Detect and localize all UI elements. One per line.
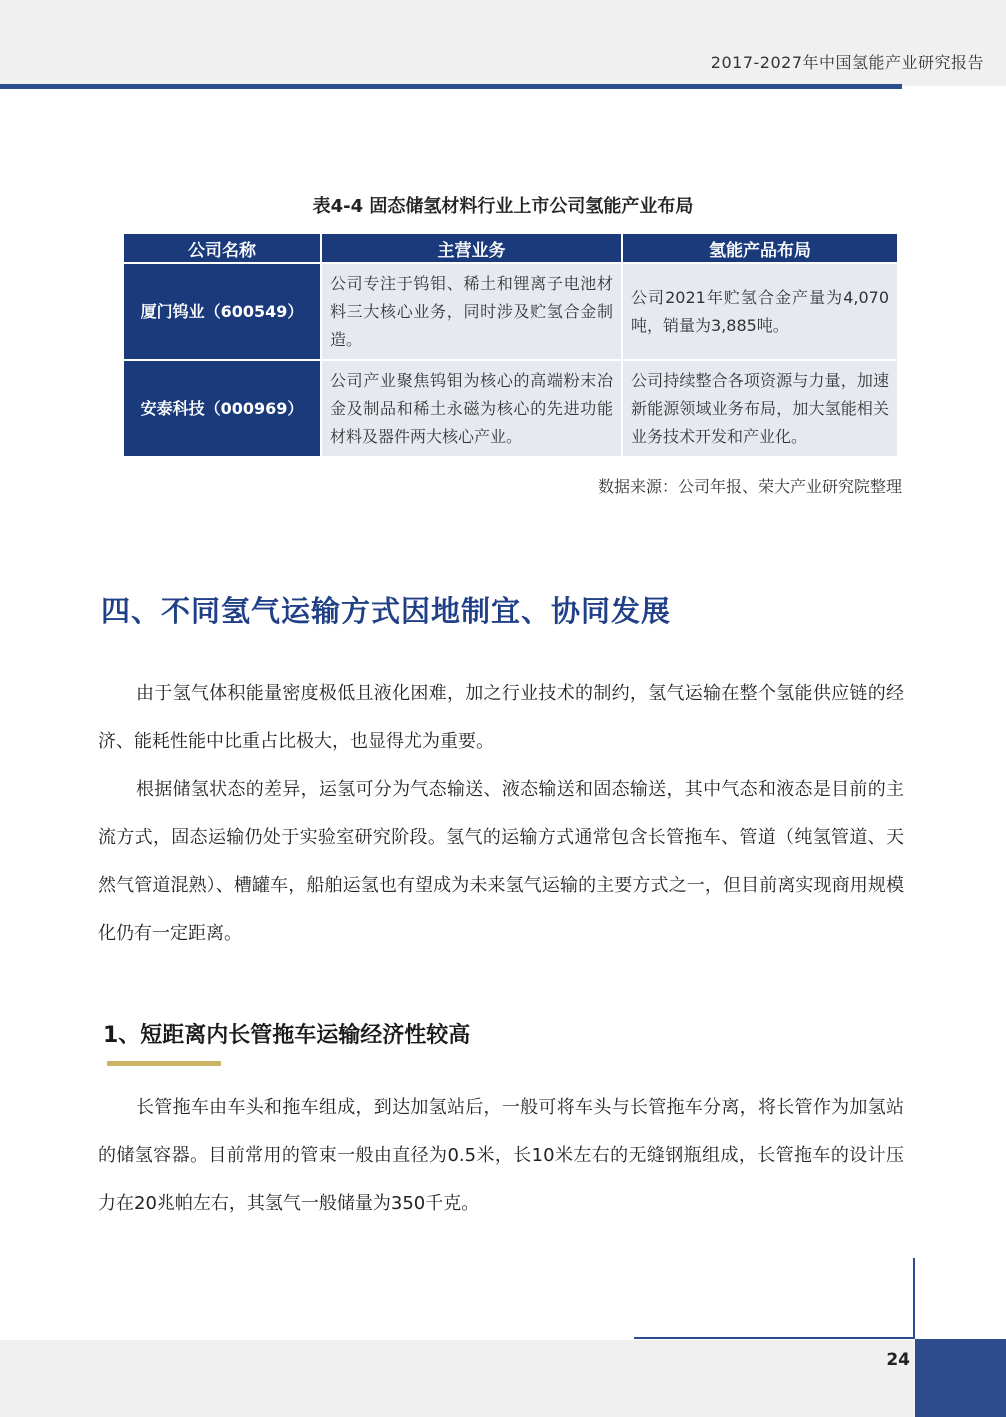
header-bar (0, 0, 1006, 86)
report-title: 2017-2027年中国氢能产业研究报告 (710, 53, 984, 72)
company-name: 安泰科技（000969） (123, 360, 321, 457)
body-paragraph: 根据储氢状态的差异，运氢可分为气态输送、液态输送和固态输送，其中气态和液态是目前的主流方式，固态运输仍处于实验室研究阶段。氢气的运输方式通常包含长管拖车、管道（纯氢管道、天然气管道混熟）、槽罐车，船舶运氢也有望成为未来氢气运输的主要方式之一，但目前离实现商用规模化仍有一定距离。 (98, 779, 904, 944)
table-row (123, 360, 898, 457)
main-business: 公司专注于钨钼、稀土和锂离子电池材料三大核心业务，同时涉及贮氢合金制造。 (321, 263, 622, 360)
footer-rule (634, 1337, 915, 1339)
body-paragraph: 长管拖车由车头和拖车组成，到达加氢站后，一般可将车头与长管拖车分离，将长管作为加氢站的储氢容器。目前常用的管束一般由直径为0.5米，长10米左右的无缝钢瓶组成，长管拖车的设计压力在20兆帕左右，其氢气一般储量为350千克。 (98, 1097, 904, 1214)
table-caption: 表4-4 固态储氢材料行业上市公司氢能产业布局 (312, 196, 694, 217)
page-number: 24 (886, 1350, 910, 1370)
column-header-business: 主营业务 (321, 233, 622, 263)
subsection-underline (107, 1061, 221, 1066)
hydrogen-layout: 公司持续整合各项资源与力量，加速新能源领域业务布局，加大氢能相关业务技术开发和产业化。 (622, 360, 898, 457)
section-heading: 四、不同氢气运输方式因地制宜、协同发展 (101, 594, 672, 628)
footer-bar (0, 1340, 1006, 1417)
main-business: 公司产业聚焦钨钼为核心的高端粉末冶金及制品和稀土永磁为核心的先进功能材料及器件两大核心产业。 (321, 360, 622, 457)
column-header-hydrogen: 氢能产品布局 (622, 233, 898, 263)
column-header-company: 公司名称 (123, 233, 321, 263)
company-table (122, 232, 899, 458)
subsection-heading: 1、短距离内长管拖车运输经济性较高 (103, 1023, 471, 1048)
footer-accent-block (915, 1339, 1006, 1417)
footer-vertical-rule (913, 1258, 915, 1339)
company-name: 厦门钨业（600549） (123, 263, 321, 360)
table-row (123, 263, 898, 360)
hydrogen-layout: 公司2021年贮氢合金产量为4,070吨，销量为3,885吨。 (622, 263, 898, 360)
table-header-row (123, 233, 898, 263)
body-paragraph: 由于氢气体积能量密度极低且液化困难，加之行业技术的制约，氢气运输在整个氢能供应链的经济、能耗性能中比重占比极大，也显得尤为重要。 (98, 683, 904, 752)
data-source-note: 数据来源：公司年报、荣大产业研究院整理 (597, 477, 902, 496)
header-rule (0, 84, 902, 89)
